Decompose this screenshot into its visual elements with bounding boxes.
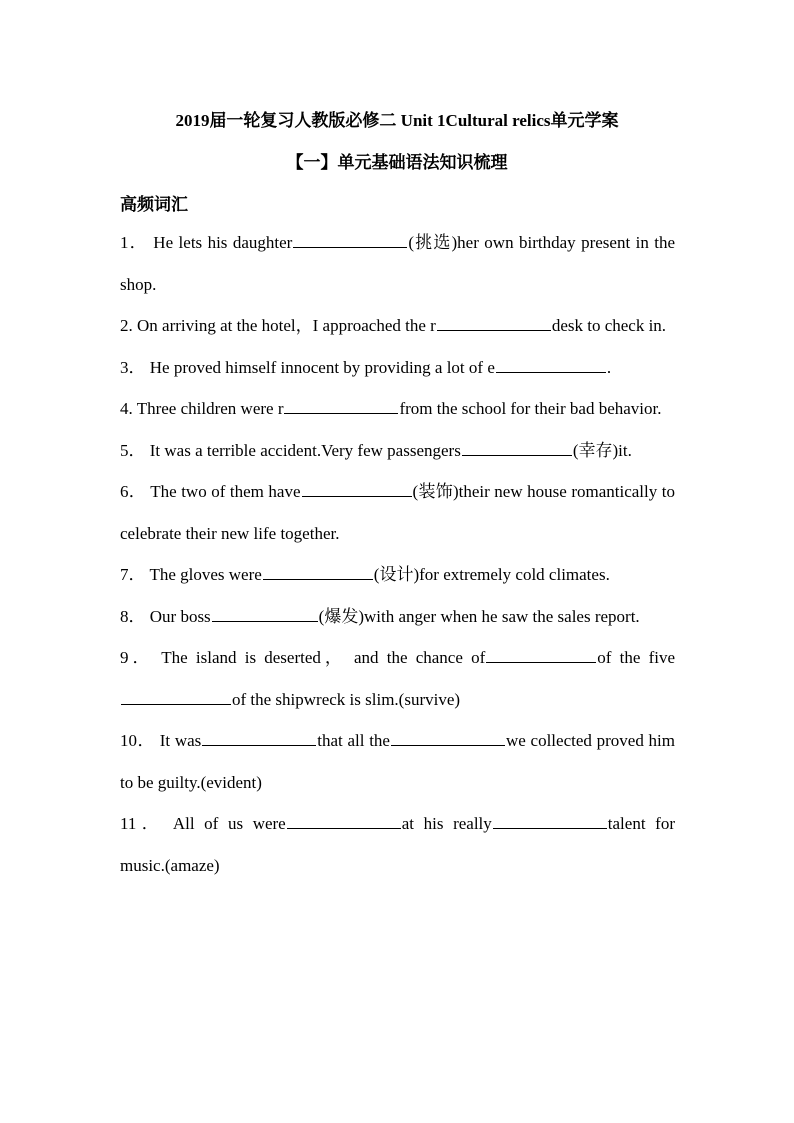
- question-text: It was a terrible accident.Very few passengers: [149, 440, 461, 460]
- question-list: [120, 222, 675, 886]
- question-3: [120, 347, 675, 389]
- question-11: [120, 803, 675, 886]
- answer-blank[interactable]: [121, 688, 231, 705]
- question-2: [120, 305, 675, 347]
- question-5: [120, 430, 675, 472]
- answer-blank[interactable]: [493, 812, 607, 829]
- question-number: 10．: [120, 731, 155, 750]
- answer-blank[interactable]: [496, 356, 606, 373]
- question-number: 2.: [120, 316, 133, 335]
- question-text: from the school for their bad behavior.: [399, 399, 662, 418]
- question-text: He proved himself innocent by providing a lot of e: [149, 357, 495, 377]
- question-text: at his really: [401, 814, 492, 833]
- answer-blank[interactable]: [263, 563, 373, 580]
- question-text: The gloves were: [149, 565, 262, 584]
- question-text: It was: [159, 731, 202, 750]
- question-4: [120, 388, 675, 430]
- question-number: 6．: [120, 482, 147, 501]
- question-6: [120, 471, 675, 554]
- section-heading: 高频词汇: [120, 195, 188, 214]
- question-text: talent for music.(amaze): [120, 814, 675, 875]
- question-text: The island is deserted， and the chance of: [161, 648, 486, 667]
- question-text: (挑选)her own birthday present in the shop.: [120, 233, 676, 294]
- question-text: desk to check in.: [551, 316, 667, 335]
- answer-blank[interactable]: [391, 729, 505, 746]
- question-number: 4.: [120, 399, 133, 418]
- question-number: 11．: [120, 814, 165, 833]
- question-7: [120, 554, 675, 596]
- question-text: All of us were: [172, 814, 286, 833]
- question-text: (爆发)with anger when he saw the sales report.: [318, 606, 640, 626]
- question-number: 9．: [120, 648, 154, 667]
- question-text: of the five: [597, 648, 676, 667]
- question-number: 3．: [120, 357, 146, 377]
- question-text: .: [606, 357, 612, 377]
- answer-blank[interactable]: [293, 231, 407, 248]
- question-text: (设计)for extremely cold climates.: [373, 565, 610, 584]
- question-text: of the shipwreck is slim.(survive): [232, 689, 461, 709]
- question-number: 5．: [120, 440, 146, 460]
- question-text: that all the: [317, 731, 390, 750]
- answer-blank[interactable]: [486, 646, 596, 663]
- question-text: (装饰)their new house romantically to celebrate their new life together.: [120, 482, 675, 543]
- answer-blank[interactable]: [462, 439, 572, 456]
- question-10: [120, 720, 675, 803]
- question-9: [120, 637, 675, 720]
- question-text: On arriving at the hotel，I approached the r: [137, 316, 436, 335]
- question-text: The two of them have: [150, 482, 301, 501]
- question-text: Three children were r: [136, 399, 284, 418]
- question-text: we collected proved him to be guilty.(evident): [120, 731, 676, 792]
- question-number: 8．: [120, 606, 146, 626]
- answer-blank[interactable]: [437, 314, 551, 331]
- answer-blank[interactable]: [302, 480, 412, 497]
- answer-blank[interactable]: [284, 397, 398, 414]
- question-text: (幸存)it.: [572, 440, 632, 460]
- question-number: 7．: [120, 565, 146, 584]
- answer-blank[interactable]: [202, 729, 316, 746]
- question-text: Our boss: [149, 606, 211, 626]
- section-subtitle: 【一】单元基础语法知识梳理: [286, 153, 508, 172]
- answer-blank[interactable]: [287, 812, 401, 829]
- question-text: He lets his daughter: [153, 233, 293, 252]
- question-1: [120, 222, 675, 305]
- question-number: 1．: [120, 233, 148, 252]
- document-title: 2019届一轮复习人教版必修二 Unit 1Cultural relics单元学案: [175, 111, 619, 130]
- answer-blank[interactable]: [212, 605, 318, 622]
- question-8: [120, 596, 675, 638]
